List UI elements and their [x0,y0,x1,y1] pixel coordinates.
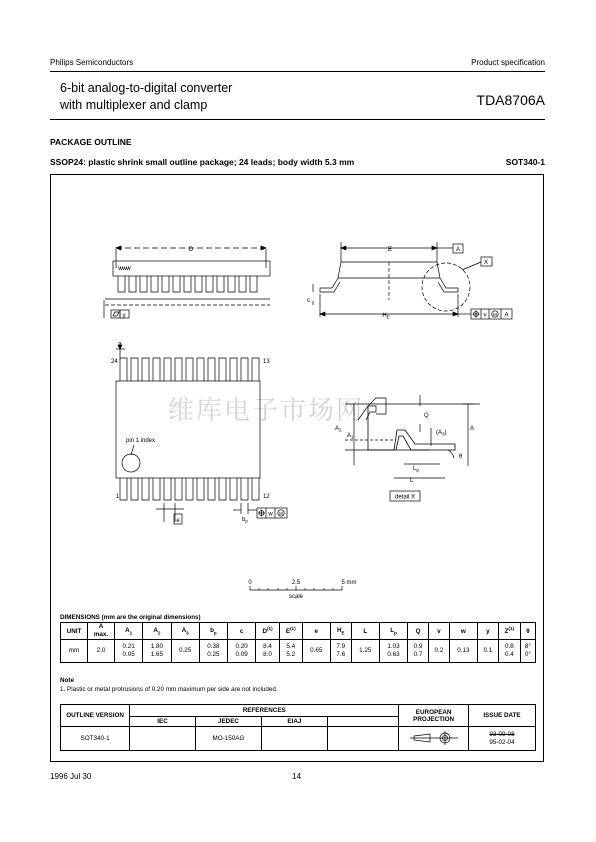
dimension-value-cell [115,640,143,663]
references-header: REFERENCES [130,705,399,717]
end-view [307,242,512,320]
label-M-2: M [279,511,283,516]
dimension-value: 8.0 [263,651,272,658]
dimension-value: 7.9 [336,643,346,650]
dimension-value: 0.7 [413,651,423,658]
dimension-value-cell [478,640,499,663]
detail-X-marker: X [483,260,489,266]
detail-x-view [335,395,480,501]
dimension-value: 0.25 [178,647,192,654]
col-q: Q [408,623,429,640]
iec-value [130,727,196,751]
page-number: 14 [292,772,301,781]
dimension-value-cell [256,640,280,663]
part-number: TDA8706A [476,92,545,108]
label-M: M [493,312,497,317]
dimension-value-cell [171,640,199,663]
dimension-value-cell [330,640,351,663]
dimension-value-cell [449,640,477,663]
ref-data-row [61,727,536,751]
pin-13-label: 13 [263,359,270,365]
title-line-2: with multiplexer and clamp [60,98,208,112]
top-view [111,343,287,524]
projection-symbol [399,727,469,751]
dimension-value: 0° [524,651,531,658]
label-Lp: $L_p$ [413,466,419,473]
dimensions-value-row [61,640,536,663]
label-Z: Z [118,343,122,349]
section-heading: PACKAGE OUTLINE [50,137,132,147]
col-d: $D^{(1)}$ [256,623,280,640]
dimension-value: 0.4 [504,651,514,658]
outline-version-value: SOT340-1 [61,727,130,751]
dimension-value: 0.13 [457,647,470,654]
watermark: 维库电子市场网 [168,396,365,426]
jedec-header: JEDEC [195,717,261,727]
col-a-max: A max. [88,623,115,640]
dimension-value: 8° [524,643,531,650]
issue-date-old: 93-09-08 [489,730,515,738]
issue-date-new: 95-02-04 [489,738,515,746]
datum-A-ref: A [504,312,509,319]
footer-date: 1996 Jul 30 [50,772,92,781]
pin-24-label: 24 [111,359,118,365]
eiaj-value [261,727,327,751]
col-he: $H_E$ [330,623,351,640]
col-v: v [428,623,449,640]
dimension-value: 0.25 [207,651,220,658]
ref-spare-value [327,727,398,751]
label-Q: Q [424,413,429,419]
label-L: L [410,478,414,484]
label-y: y [122,313,126,319]
dimension-value: 0.9 [413,643,423,650]
dimension-value-cell [408,640,429,663]
dimension-value-cell [199,640,227,663]
dimension-value: 0.1 [483,647,493,654]
label-E: E [387,247,393,253]
dimension-value: 7.6 [336,651,346,658]
label-w: w [268,511,273,518]
scale-tick-1: 2.5 [291,580,301,586]
col-e: e [302,623,330,640]
jedec-value: MO-150AG [195,727,261,751]
col-a2: $A_2$ [143,623,171,640]
col-e-body: $E^{(1)}$ [279,623,302,640]
package-description: SSOP24: plastic shrink small outline package; 24 leads; body width 5.3 mm [50,157,355,167]
dimension-value: mm [68,647,80,654]
note-title: Note [60,677,74,684]
references-table [60,704,536,751]
title-line-1: 6-bit analog-to-digital converter [60,81,233,95]
dimension-value-cell [351,640,379,663]
col-w: w [449,623,477,640]
label-c: c [307,298,310,304]
label-A: A [470,426,475,432]
dimension-value: 5.4 [286,643,296,650]
col-a1: $A_1$ [115,623,143,640]
package-code: SOT340-1 [505,157,545,167]
label-A3: $(A_3)$ [436,430,447,437]
label-theta: θ [459,454,463,460]
dimension-value-cell [302,640,330,663]
eiaj-header: EIAJ [261,717,327,727]
first-angle-projection-icon [408,731,460,745]
dimension-value: 0.38 [207,643,220,650]
dimension-value: 0.21 [122,643,135,650]
dimension-value: 0.63 [387,651,400,658]
dimension-value-cell [88,640,115,663]
scale-label: scale [288,594,304,600]
dimension-value: 1.03 [387,643,400,650]
dimension-value: 0.09 [235,651,248,658]
label-D: D [188,247,194,253]
company-name: Philips Semiconductors [50,58,134,67]
datum-A: A [455,247,461,253]
issue-date-header: ISSUE DATE [468,705,535,727]
dimension-value: 1.80 [150,643,163,650]
pin-1-index-label: pin 1 index [126,438,156,444]
outline-version-header: OUTLINE VERSION [61,705,130,727]
side-leads [118,276,257,292]
document-type: Product specification [471,58,545,67]
dimension-value: 0.65 [310,647,323,654]
dimension-value: 8.4 [263,643,272,650]
col-unit: UNIT [61,623,88,640]
scale-bar [248,580,356,600]
dimension-value: 2.0 [96,647,106,654]
dimension-value: 1.25 [359,647,372,654]
dimensions-caption: DIMENSIONS (mm are the original dimensions) [60,614,201,621]
dimension-value: 0.8 [504,643,514,650]
dimension-value: 1.65 [150,651,163,658]
pin-12-label: 12 [263,494,270,500]
detail-x-label: detail X [394,494,416,501]
dimension-value-cell [143,640,171,663]
col-bp: $b_p$ [199,623,227,640]
svg-text:vvvvvv: vvvvvv [118,266,130,272]
col-c: c [228,623,256,640]
scale-tick-0: 0 [248,580,252,586]
dimensions-header-row [61,623,536,640]
dimension-value-cell [428,640,449,663]
dimension-value-cell [379,640,407,663]
col-z: $Z^{(1)}$ [498,623,520,640]
label-A1: $A_1$ [347,433,354,440]
side-view [104,246,270,319]
dimension-value-cell [228,640,256,663]
label-e: e [176,518,180,524]
ref-header-row [61,705,536,717]
european-projection-header: EUROPEAN PROJECTION [399,705,469,727]
ref-spare-cell [327,717,398,727]
col-a3: $A_3$ [171,623,199,640]
label-HE: $H_E$ [382,313,390,320]
dimension-value: 0.2 [434,647,444,654]
dimension-value-cell [279,640,302,663]
col-l: L [351,623,379,640]
col-lp: $L_p$ [379,623,407,640]
issue-dates [468,727,535,751]
dimension-value: 0.05 [122,651,135,658]
label-A2: $A_2$ [335,426,342,433]
scale-tick-2: 5 mm [341,580,357,586]
dimensions-table [60,622,536,663]
col-y: y [478,623,499,640]
dimension-value-cell [520,640,535,663]
dimension-value-cell [498,640,520,663]
label-v: v [483,312,487,319]
pin-1-label: 1 [116,494,120,500]
col-theta: θ [520,623,535,640]
dimension-value: 5.2 [286,651,296,658]
dimension-value: 0.20 [235,643,248,650]
dimension-value-cell [61,640,88,663]
note-text: 1. Plastic or metal protrusions of 0.20 mm maximum per side are not included. [60,686,278,693]
label-bp: $b_p$ [242,517,248,524]
iec-header: IEC [130,717,196,727]
